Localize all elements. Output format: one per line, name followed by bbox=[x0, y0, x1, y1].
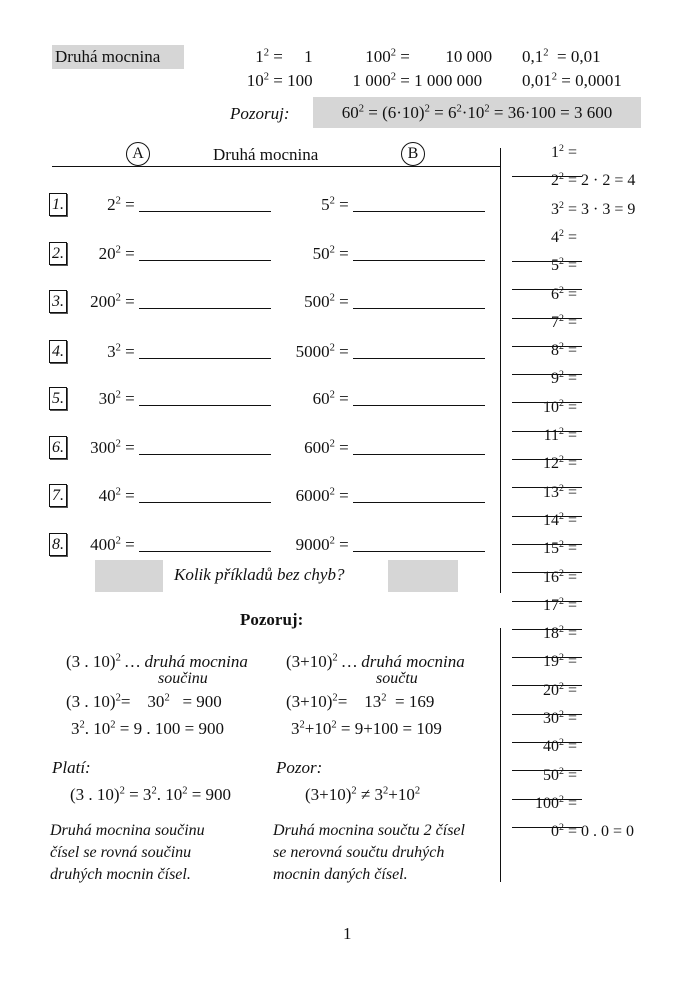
exercise-b: $5000^2$ = bbox=[290, 342, 485, 362]
observe-formula: $60^2 = (6\cdot 10)^2 = 6^2\cdot 10^2 = 36\cdot 100 = 3$ 600 bbox=[313, 97, 641, 128]
table-title: Druhá mocnina bbox=[213, 145, 319, 164]
row-number: 4. bbox=[49, 340, 67, 363]
left-desc2: součinu bbox=[158, 670, 208, 687]
square-row: $30^2$ = bbox=[512, 710, 642, 746]
right-desc2: součtu bbox=[376, 670, 418, 687]
row-number: 2. bbox=[49, 242, 67, 265]
observe-label: Pozoruj: bbox=[230, 104, 290, 123]
exercise-a: $30^2$ = bbox=[83, 389, 271, 409]
answer-blank-b[interactable] bbox=[353, 210, 485, 212]
question-text: Kolik příkladů bez chyb? bbox=[174, 565, 345, 584]
answer-blank-b[interactable] bbox=[353, 501, 485, 503]
exercise-a: $3^2$ = bbox=[83, 342, 271, 362]
answer-blank-a[interactable] bbox=[139, 357, 271, 359]
square-row: $100^2$ = bbox=[512, 795, 642, 831]
right-line2: $3^2+10^2 = 9+100 = 109$ bbox=[291, 719, 442, 738]
exercise-a: $40^2$ = bbox=[83, 486, 271, 506]
right-line1: $(3+10)^2=$ $13^2 = 169$ bbox=[286, 692, 435, 711]
answer-blank-a[interactable] bbox=[139, 453, 271, 455]
row-number: 3. bbox=[49, 290, 67, 313]
square-row: $4^2$ = bbox=[512, 229, 642, 265]
square-row: $20^2$ = bbox=[512, 682, 642, 718]
exercise-b: $50^2$ = bbox=[290, 244, 485, 264]
answer-blank-b[interactable] bbox=[353, 357, 485, 359]
answer-blank-a[interactable] bbox=[139, 307, 271, 309]
row-number: 5. bbox=[49, 387, 67, 410]
exercise-a: $2^2$ = bbox=[83, 195, 271, 215]
right-expr: $(3+10)^2$ … druhá mocnina bbox=[286, 652, 465, 671]
row-number: 7. bbox=[49, 484, 67, 507]
header-col2: $100^2 = 10$ 000 1 $000^2 = 1$ 000 000 bbox=[352, 47, 493, 90]
answer-blank-a[interactable] bbox=[139, 550, 271, 552]
exercise-a: $20^2$ = bbox=[83, 244, 271, 264]
circle-a: A bbox=[126, 142, 150, 166]
score-box-left[interactable] bbox=[95, 560, 163, 592]
header-col3: $0,1^2 = 0,01$ $0,01^2 = 0,0001$ bbox=[522, 47, 622, 90]
plati-label: Platí: bbox=[52, 758, 91, 777]
answer-blank-b[interactable] bbox=[353, 550, 485, 552]
left-line1: (3 . 10)$^2$= $30^2 = 900$ bbox=[66, 692, 222, 711]
square-row: $2^2 = 2 \cdot 2 = 4$ bbox=[551, 171, 636, 190]
right-note: Druhá mocnina součtu 2 čísel se nerovná součtu druhých mocnin daných čísel. bbox=[273, 822, 465, 883]
square-row: $1^2$ = bbox=[512, 144, 642, 180]
exercise-b: $600^2$ = bbox=[290, 438, 485, 458]
answer-blank-a[interactable] bbox=[139, 501, 271, 503]
row-number: 6. bbox=[49, 436, 67, 459]
answer-blank-b[interactable] bbox=[353, 453, 485, 455]
row-number: 8. bbox=[49, 533, 67, 556]
square-row: $40^2$ = bbox=[512, 738, 642, 774]
square-row: $0^2 = 0$ . 0 = 0 bbox=[551, 822, 635, 841]
square-row: $10^2$ = bbox=[512, 399, 642, 435]
square-row: $3^2 = 3 \cdot 3 = 9$ bbox=[551, 199, 636, 218]
square-row: $12^2$ = bbox=[512, 455, 642, 491]
square-row: $9^2$ = bbox=[512, 370, 642, 406]
left-expr: (3 . 10)$^2$ … druhá mocnina bbox=[66, 652, 248, 671]
square-row: $14^2$ = bbox=[512, 512, 642, 548]
square-row: $15^2$ = bbox=[512, 540, 642, 576]
circle-b: B bbox=[401, 142, 425, 166]
square-row: $19^2$ = bbox=[512, 653, 642, 689]
exercise-b: $60^2$ = bbox=[290, 389, 485, 409]
exercise-b: $500^2$ = bbox=[290, 292, 485, 312]
table-top-line bbox=[52, 166, 500, 167]
exercise-b: $6000^2$ = bbox=[290, 486, 485, 506]
square-row: $18^2$ = bbox=[512, 625, 642, 661]
header-title: Druhá mocnina bbox=[52, 45, 184, 69]
square-row: $6^2$ = bbox=[512, 286, 642, 322]
answer-blank-b[interactable] bbox=[353, 259, 485, 261]
square-row: $13^2$ = bbox=[512, 484, 642, 520]
observe2-title: Pozoruj: bbox=[240, 610, 304, 629]
exercise-a: $400^2$ = bbox=[83, 535, 271, 555]
left-line2: $3^2$. $10^2 = 9$ . 100 = 900 bbox=[71, 719, 224, 738]
exercise-a: $200^2$ = bbox=[83, 292, 271, 312]
exercise-b: $5^2$ = bbox=[290, 195, 485, 215]
score-box-right[interactable] bbox=[388, 560, 458, 592]
answer-blank-a[interactable] bbox=[139, 404, 271, 406]
lower-divider bbox=[500, 628, 501, 882]
square-row: $8^2$ = bbox=[512, 342, 642, 378]
plati-formula: (3 . $10)^2 = 3^2$. $10^2 = 900$ bbox=[70, 785, 232, 804]
square-row: $17^2$ = bbox=[512, 597, 642, 633]
square-row: $11^2$ = bbox=[512, 427, 642, 463]
answer-blank-a[interactable] bbox=[139, 210, 271, 212]
page-number: 1 bbox=[343, 924, 352, 943]
square-row: $5^2$ = bbox=[512, 257, 642, 293]
answer-blank-b[interactable] bbox=[353, 404, 485, 406]
header-col1: $1^2$ = 1 $10^2 = 100$ bbox=[246, 47, 313, 90]
square-row: $16^2$ = bbox=[512, 569, 642, 605]
pozor-formula: $(3+10)^2 \ne 3^2+10^2$ bbox=[305, 785, 421, 804]
answer-blank-a[interactable] bbox=[139, 259, 271, 261]
exercise-b: $9000^2$ = bbox=[290, 535, 485, 555]
table-divider bbox=[500, 148, 501, 593]
pozor-label: Pozor: bbox=[276, 758, 323, 777]
exercise-a: $300^2$ = bbox=[83, 438, 271, 458]
square-row: $50^2$ = bbox=[512, 767, 642, 803]
left-note: Druhá mocnina součinu čísel se rovná součinu druhých mocnin čísel. bbox=[50, 822, 205, 883]
square-row: $7^2$ = bbox=[512, 314, 642, 350]
row-number: 1. bbox=[49, 193, 67, 216]
answer-blank-b[interactable] bbox=[353, 307, 485, 309]
